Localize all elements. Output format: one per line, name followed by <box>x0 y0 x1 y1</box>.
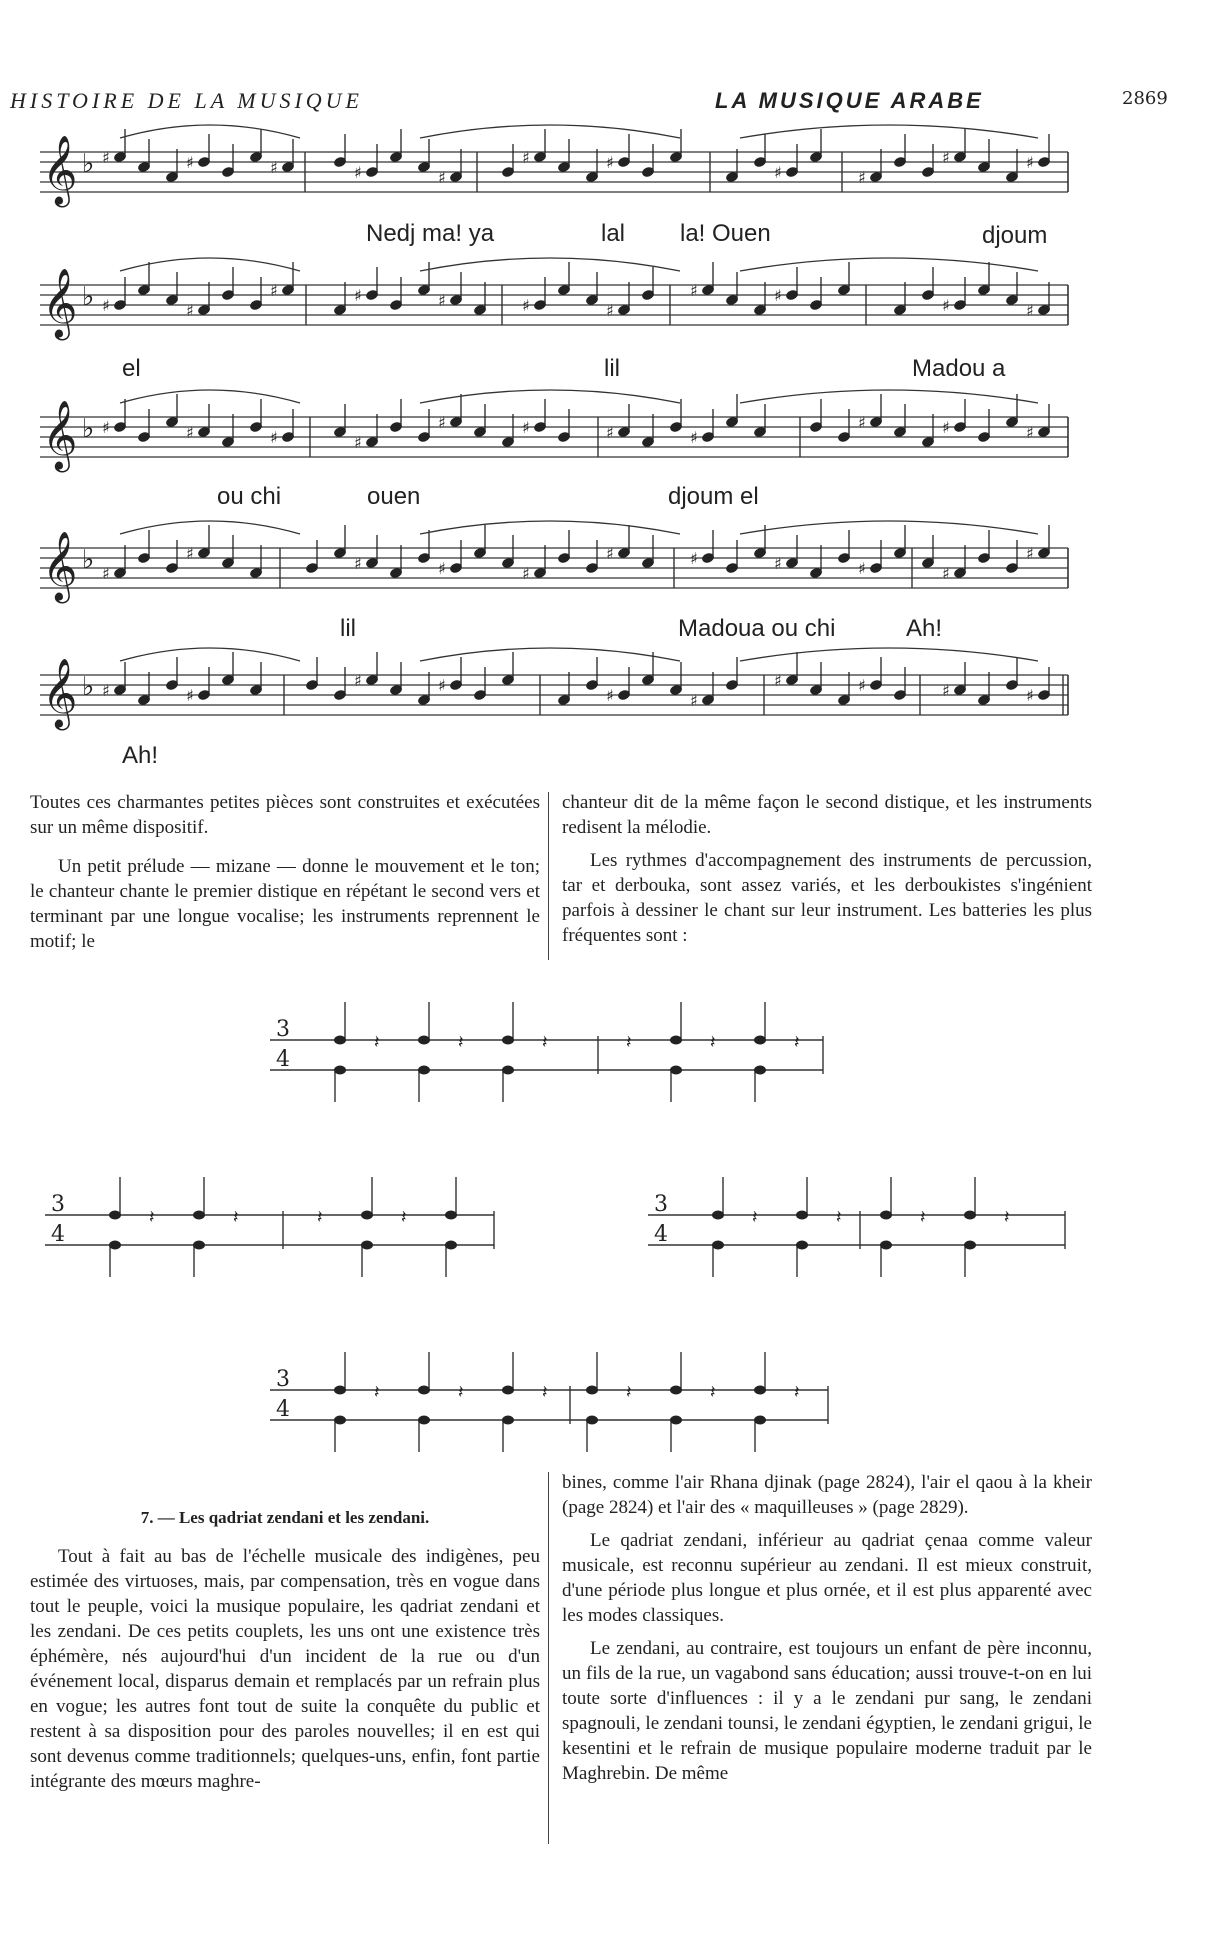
treble-clef: 𝄞 <box>42 135 78 205</box>
rest: 𝄽 <box>1004 1207 1010 1228</box>
section-heading-block <box>30 1505 540 1548</box>
sharp-sign: ♯ <box>942 296 950 315</box>
rest: 𝄽 <box>626 1382 632 1403</box>
sharp-sign: ♯ <box>774 286 782 305</box>
rhythm-note <box>502 1386 514 1395</box>
sharp-sign: ♯ <box>354 554 362 573</box>
sharp-sign: ♯ <box>606 153 614 172</box>
sharp-sign: ♯ <box>606 686 614 705</box>
rhythm-note <box>670 1416 682 1425</box>
rest: 𝄽 <box>542 1032 548 1053</box>
rhythm-note <box>754 1386 766 1395</box>
sharp-sign: ♯ <box>1026 544 1034 563</box>
sharp-sign: ♯ <box>522 296 530 315</box>
lyric-13: Ah! <box>906 615 943 642</box>
time-signature-bottom: 4 <box>276 1047 290 1072</box>
sharp-sign: ♯ <box>438 559 446 578</box>
lyric-3: la! Ouen <box>680 220 771 247</box>
time-signature-bottom: 4 <box>51 1222 65 1247</box>
sharp-sign: ♯ <box>102 564 110 583</box>
column-rule <box>548 792 549 960</box>
rhythm-note <box>502 1036 514 1045</box>
slur <box>740 521 1038 534</box>
rhythm-note <box>502 1066 514 1075</box>
paragraph: Un petit prélude — mizane — donne le mouvement et le ton; le chanteur chante le premier distique en répétant le second vers et terminant par une longue vocalise; les instruments reprennent le motif; le <box>30 856 540 952</box>
lyric-5: el <box>122 355 141 382</box>
rest: 𝄽 <box>710 1032 716 1053</box>
rest: 𝄽 <box>374 1032 380 1053</box>
sharp-sign: ♯ <box>522 564 530 583</box>
rhythm-note <box>712 1241 724 1250</box>
flat-sign: ♭ <box>82 672 95 702</box>
rest: 𝄽 <box>626 1032 632 1053</box>
lyric-12: Madoua ou chi <box>678 615 836 642</box>
rhythm-note <box>193 1211 205 1220</box>
rhythm-note <box>796 1241 808 1250</box>
rhythm-note <box>334 1066 346 1075</box>
time-signature-top: 3 <box>276 1367 290 1392</box>
time-signature-top: 3 <box>276 1017 290 1042</box>
lyric-4: djoum <box>982 222 1048 249</box>
sharp-sign: ♯ <box>1026 301 1034 320</box>
rhythm-note <box>670 1066 682 1075</box>
flat-sign: ♭ <box>82 282 95 312</box>
paragraph: Les rythmes d'accompagnement des instruments de percussion, tar et derbouka, sont assez variés, et les derboukistes s'ingénient parfois à dessiner le chant sur leur instrument. Les batteries les plus fréquentes sont : <box>562 850 1092 946</box>
paragraph: Tout à fait au bas de l'échelle musicale des indigènes, peu estimée des virtuoses, mais, par compensation, très en vogue dans tout le peuple, voici la musique populaire, les qadriat zendani et les zendani. De ces petits couplets, les uns ont une existence très éphémère, nés aujourd'hui d'un incident de la rue ou d'un événement local, disparus demain et remplacés par un refrain plus en vogue; les autres font tout de suite la conquête du public et restent à sa disposition pour des paroles nouvelles; il en est qui sont devenus comme traditionnels; quelques-uns, enfin, font partie intégrante des mœurs maghre- <box>30 1546 540 1792</box>
time-signature-bottom: 4 <box>276 1397 290 1422</box>
rhythm-note <box>754 1036 766 1045</box>
sharp-sign: ♯ <box>690 281 698 300</box>
column-right-top <box>562 790 1092 956</box>
slur <box>120 125 300 138</box>
rest: 𝄽 <box>752 1207 758 1228</box>
sharp-sign: ♯ <box>942 681 950 700</box>
rhythm-note <box>964 1241 976 1250</box>
sharp-sign: ♯ <box>522 418 530 437</box>
sharp-sign: ♯ <box>270 158 278 177</box>
sharp-sign: ♯ <box>1026 153 1034 172</box>
rhythm-note <box>796 1211 808 1220</box>
sharp-sign: ♯ <box>1026 423 1034 442</box>
paragraph: bines, comme l'air Rhana djinak (page 2824), l'air el qaou à la kheir (page 2824) et l'air des « maquilleuses » (page 2829). <box>562 1472 1092 1518</box>
rest: 𝄽 <box>149 1207 155 1228</box>
sharp-sign: ♯ <box>606 544 614 563</box>
rhythm-note <box>670 1036 682 1045</box>
rhythm-note <box>109 1241 121 1250</box>
sharp-sign: ♯ <box>186 544 194 563</box>
slur <box>420 390 680 403</box>
rhythm-note <box>418 1036 430 1045</box>
sharp-sign: ♯ <box>606 423 614 442</box>
sharp-sign: ♯ <box>438 413 446 432</box>
column-right-bottom <box>562 1470 1092 1794</box>
sharp-sign: ♯ <box>858 676 866 695</box>
rhythm-note <box>361 1211 373 1220</box>
sharp-sign: ♯ <box>354 286 362 305</box>
paragraph: Le zendani, au contraire, est toujours un enfant de père inconnu, un fils de la rue, un vagabond sans éducation; aussi trouve-t-on en lui toute sorte d'influences : il y a le zendani pur sang, le zendani spagnouli, le zendani tounsi, le zendani égyptien, le zendani grigui, le kesentini et le refrain de musique populaire moderne traduit par le Maghrebin. De même <box>562 1638 1092 1784</box>
sharp-sign: ♯ <box>690 691 698 710</box>
rest: 𝄽 <box>233 1207 239 1228</box>
sharp-sign: ♯ <box>270 428 278 447</box>
sharp-sign: ♯ <box>858 559 866 578</box>
flat-sign: ♭ <box>82 414 95 444</box>
slur <box>120 390 300 403</box>
sharp-sign: ♯ <box>354 671 362 690</box>
rest: 𝄽 <box>920 1207 926 1228</box>
running-head-right: LA MUSIQUE ARABE <box>715 88 984 113</box>
rhythm-note <box>109 1211 121 1220</box>
rest: 𝄽 <box>458 1032 464 1053</box>
slur <box>420 125 680 138</box>
lyric-7: Madou a <box>912 355 1006 382</box>
time-signature-bottom: 4 <box>654 1222 668 1247</box>
rhythm-note <box>361 1241 373 1250</box>
rhythm-note <box>586 1386 598 1395</box>
sharp-sign: ♯ <box>186 153 194 172</box>
slur <box>420 258 680 271</box>
slur <box>120 258 300 271</box>
sharp-sign: ♯ <box>438 291 446 310</box>
sharp-sign: ♯ <box>186 686 194 705</box>
column-left-top <box>30 790 540 962</box>
lyric-9: ouen <box>367 483 421 510</box>
sharp-sign: ♯ <box>858 168 866 187</box>
treble-clef: 𝄞 <box>42 531 78 601</box>
sharp-sign: ♯ <box>102 296 110 315</box>
sharp-sign: ♯ <box>438 168 446 187</box>
sharp-sign: ♯ <box>186 301 194 320</box>
sharp-sign: ♯ <box>690 428 698 447</box>
sharp-sign: ♯ <box>1026 686 1034 705</box>
slur <box>740 125 1038 138</box>
lyric-6: lil <box>604 355 620 382</box>
paragraph: Toutes ces charmantes petites pièces sont construites et exécutées sur un même dispositif. <box>30 792 540 838</box>
treble-clef: 𝄞 <box>42 658 78 728</box>
sharp-sign: ♯ <box>858 413 866 432</box>
rhythm-note <box>586 1416 598 1425</box>
time-signature-top: 3 <box>654 1192 668 1217</box>
rhythm-note <box>418 1386 430 1395</box>
slur <box>420 521 680 534</box>
paragraph: Le qadriat zendani, inférieur au qadriat çenaa comme valeur musicale, est reconnu supérieur au zendani. Il est mieux construit, d'une période plus longue et plus ornée, et il est plus apparenté avec les modes classiques. <box>562 1530 1092 1626</box>
flat-sign: ♭ <box>82 149 95 179</box>
running-head-left: HISTOIRE DE LA MUSIQUE <box>10 88 363 113</box>
lyric-1: Nedj ma! ya <box>366 220 495 247</box>
treble-clef: 𝄞 <box>42 268 78 338</box>
rest: 𝄽 <box>374 1382 380 1403</box>
lyric-2: lal <box>601 220 626 247</box>
column-left-bottom <box>30 1544 540 1802</box>
rhythm-note <box>334 1386 346 1395</box>
lyric-10: djoum el <box>668 483 759 510</box>
rest: 𝄽 <box>794 1032 800 1053</box>
column-rule <box>548 1472 549 1844</box>
sharp-sign: ♯ <box>102 418 110 437</box>
sharp-sign: ♯ <box>186 423 194 442</box>
rhythm-note <box>418 1066 430 1075</box>
paragraph: chanteur dit de la même façon le second distique, et les instruments redisent la mélodie. <box>562 792 1092 838</box>
slur <box>420 648 680 661</box>
rhythm-note <box>754 1066 766 1075</box>
sharp-sign: ♯ <box>102 148 110 167</box>
treble-clef: 𝄞 <box>42 400 78 470</box>
slur <box>740 258 1038 271</box>
page-number: 2869 <box>1122 88 1168 109</box>
lyric-14: Ah! <box>122 742 159 769</box>
sharp-sign: ♯ <box>942 148 950 167</box>
rest: 𝄽 <box>836 1207 842 1228</box>
sharp-sign: ♯ <box>942 418 950 437</box>
rhythm-note <box>880 1241 892 1250</box>
slur <box>120 648 300 661</box>
rhythm-note <box>334 1036 346 1045</box>
rhythm-note <box>418 1416 430 1425</box>
sharp-sign: ♯ <box>102 681 110 700</box>
sharp-sign: ♯ <box>942 564 950 583</box>
sharp-sign: ♯ <box>270 281 278 300</box>
rhythm-note <box>964 1211 976 1220</box>
sharp-sign: ♯ <box>774 671 782 690</box>
rhythm-note <box>712 1211 724 1220</box>
sharp-sign: ♯ <box>354 433 362 452</box>
section-title: 7. — Les qadriat zendani et les zendani. <box>140 1508 430 1527</box>
sharp-sign: ♯ <box>774 554 782 573</box>
time-signature-top: 3 <box>51 1192 65 1217</box>
rest: 𝄽 <box>458 1382 464 1403</box>
rhythm-note <box>445 1211 457 1220</box>
rest: 𝄽 <box>710 1382 716 1403</box>
slur <box>740 390 1038 403</box>
rhythm-note <box>502 1416 514 1425</box>
lyric-11: lil <box>340 615 356 642</box>
sharp-sign: ♯ <box>438 676 446 695</box>
rhythm-note <box>880 1211 892 1220</box>
rhythm-note <box>754 1416 766 1425</box>
rest: 𝄽 <box>317 1207 323 1228</box>
slur <box>120 521 300 534</box>
sharp-sign: ♯ <box>690 549 698 568</box>
slur <box>740 648 1038 661</box>
rest: 𝄽 <box>542 1382 548 1403</box>
flat-sign: ♭ <box>82 545 95 575</box>
sharp-sign: ♯ <box>774 163 782 182</box>
rhythm-note <box>334 1416 346 1425</box>
rest: 𝄽 <box>794 1382 800 1403</box>
rhythm-note <box>193 1241 205 1250</box>
rhythm-note <box>670 1386 682 1395</box>
sharp-sign: ♯ <box>522 148 530 167</box>
rest: 𝄽 <box>401 1207 407 1228</box>
rhythm-note <box>445 1241 457 1250</box>
sharp-sign: ♯ <box>354 163 362 182</box>
sharp-sign: ♯ <box>606 301 614 320</box>
lyric-8: ou chi <box>217 483 282 510</box>
